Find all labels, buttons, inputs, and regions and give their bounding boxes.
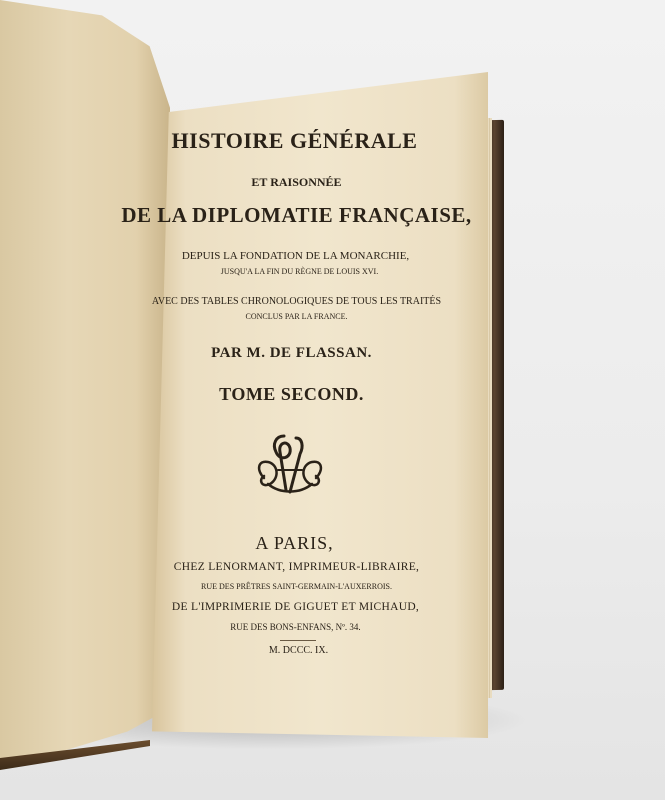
place-line: A PARIS, [255,533,334,553]
subtitle-line-1: DEPUIS LA FONDATION DE LA MONARCHIE, [181,250,410,262]
printer-line: DE L'IMPRIMERIE DE GIGUET ET MICHAUD, [171,601,420,613]
volume-line: TOME SECOND. [219,384,364,404]
title-page [152,72,488,738]
publisher-address-line: RUE DES PRÊTRES SAINT-GERMAIN-L'AUXERROIS. [201,582,392,591]
title-line-2: ET RAISONNÉE [251,175,342,189]
subtitle-line-2: JUSQU'A LA FIN DU RÈGNE DE LOUIS XVI. [220,267,379,276]
divider-rule [280,640,316,641]
date-line: M. DCCC. IX. [268,645,329,656]
title-line-3: DE LA DIPLOMATIE FRANÇAISE, [121,203,472,227]
author-line: PAR M. DE FLASSAN. [211,345,372,361]
publisher-line: CHEZ LENORMANT, IMPRIMEUR-LIBRAIRE, [173,561,420,573]
subtitle-line-3: AVEC DES TABLES CHRONOLOGIQUES DE TOUS LES TRAITÉS [151,296,442,307]
subtitle-line-4: CONCLUS PAR LA FRANCE. [245,312,348,321]
title-line-1: HISTOIRE GÉNÉRALE [171,128,418,153]
printer-address-line: RUE DES BONS-ENFANS, Nº. 34. [230,622,361,632]
ornate-monogram-icon [250,430,330,502]
